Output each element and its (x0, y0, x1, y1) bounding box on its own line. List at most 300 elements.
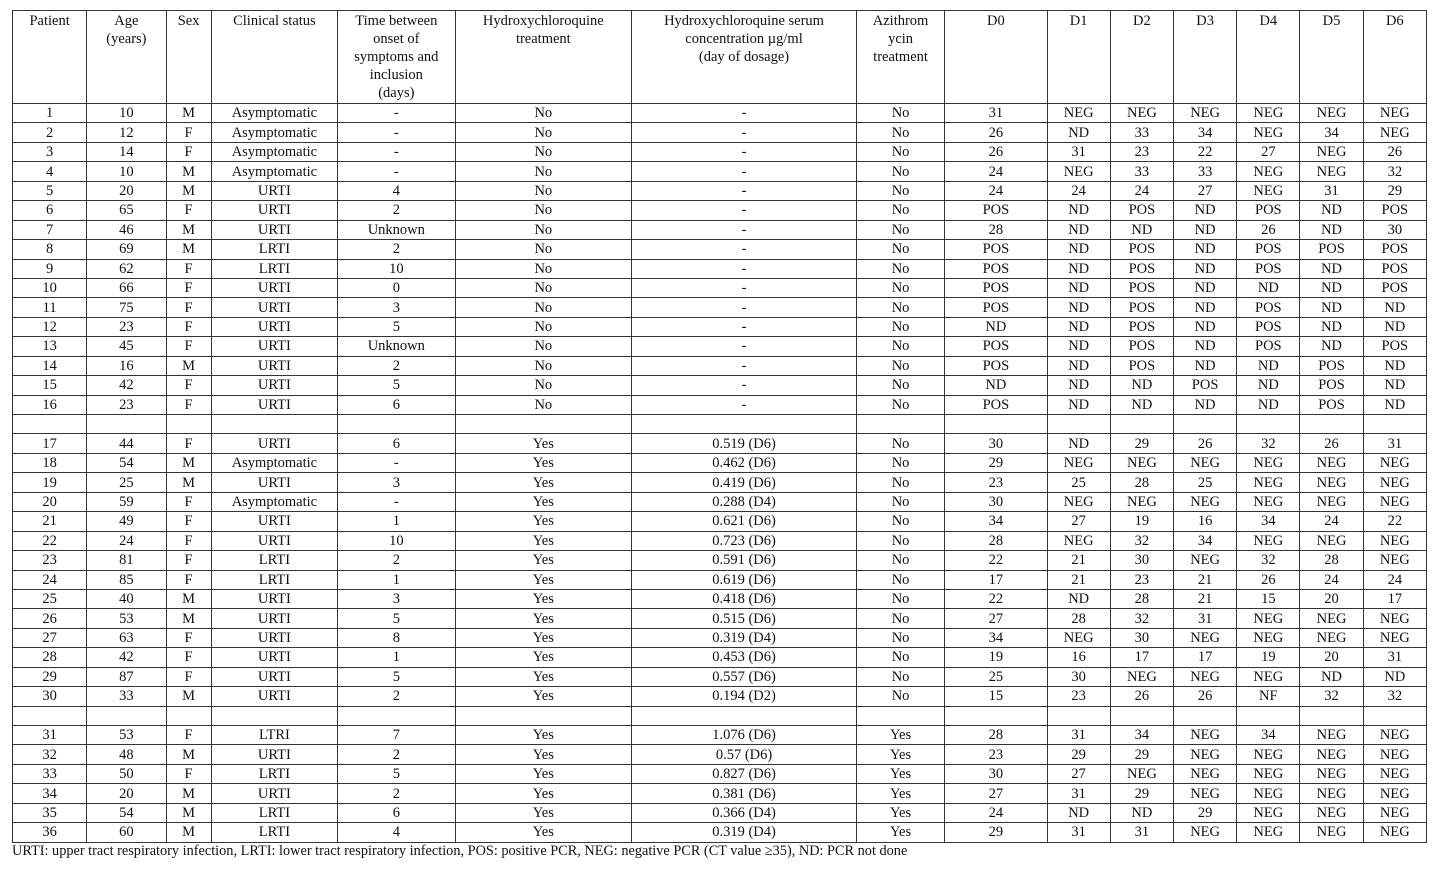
table-cell: M (166, 453, 211, 472)
table-cell: URTI (211, 784, 337, 803)
empty-cell (1237, 415, 1300, 434)
table-cell: M (166, 220, 211, 239)
table-cell: F (166, 123, 211, 142)
table-cell: NEG (1047, 531, 1110, 550)
empty-cell (455, 415, 632, 434)
table-cell: POS (945, 259, 1047, 278)
empty-cell (1300, 706, 1363, 725)
table-cell: Yes (455, 628, 632, 647)
table-cell: 62 (87, 259, 166, 278)
table-cell: 32 (1237, 551, 1300, 570)
table-cell: NEG (1300, 531, 1363, 550)
table-cell: Yes (455, 784, 632, 803)
table-cell: POS (1237, 298, 1300, 317)
table-cell: 1.076 (D6) (632, 726, 857, 745)
table-cell: ND (1110, 376, 1173, 395)
table-cell: No (856, 356, 944, 375)
column-header: Azithrom ycin treatment (856, 11, 944, 104)
table-cell: 19 (945, 648, 1047, 667)
table-cell: 8 (13, 240, 87, 259)
table-cell: 10 (338, 259, 455, 278)
table-cell: NEG (1363, 609, 1426, 628)
table-row (13, 259, 1427, 278)
table-cell: 0.381 (D6) (632, 784, 857, 803)
table-cell: 20 (87, 181, 166, 200)
table-cell: 24 (87, 531, 166, 550)
table-cell: ND (1363, 298, 1426, 317)
table-cell: ND (1047, 259, 1110, 278)
table-cell: ND (1047, 376, 1110, 395)
table-cell: Yes (455, 453, 632, 472)
table-cell: Yes (455, 687, 632, 706)
table-cell: No (856, 628, 944, 647)
table-cell: 0.418 (D6) (632, 589, 857, 608)
table-cell: NEG (1237, 453, 1300, 472)
table-cell: 5 (338, 764, 455, 783)
table-cell: ND (945, 376, 1047, 395)
table-cell: Yes (455, 823, 632, 842)
table-cell: 34 (945, 512, 1047, 531)
table-cell: NEG (1174, 453, 1237, 472)
table-cell: 0.194 (D2) (632, 687, 857, 706)
table-cell: NEG (1300, 628, 1363, 647)
table-cell: - (632, 162, 857, 181)
table-cell: POS (1110, 240, 1173, 259)
table-cell: NEG (1300, 726, 1363, 745)
table-cell: URTI (211, 473, 337, 492)
patient-table (12, 10, 1427, 843)
table-cell: POS (1110, 298, 1173, 317)
table-cell: 28 (1110, 589, 1173, 608)
table-row (13, 240, 1427, 259)
empty-cell (87, 415, 166, 434)
table-cell: 19 (13, 473, 87, 492)
table-cell: LRTI (211, 570, 337, 589)
table-cell: 25 (13, 589, 87, 608)
empty-cell (338, 706, 455, 725)
table-cell: ND (1047, 298, 1110, 317)
column-header: Hydroxychloroquine treatment (455, 11, 632, 104)
table-cell: 30 (1110, 551, 1173, 570)
table-row (13, 181, 1427, 200)
table-cell: 17 (1174, 648, 1237, 667)
table-cell: 26 (1110, 687, 1173, 706)
table-cell: ND (1174, 395, 1237, 414)
table-cell: No (455, 201, 632, 220)
table-row (13, 104, 1427, 123)
table-cell: NEG (1237, 609, 1300, 628)
table-cell: - (632, 337, 857, 356)
table-cell: F (166, 648, 211, 667)
table-cell: ND (1300, 337, 1363, 356)
table-cell: No (856, 551, 944, 570)
table-row (13, 201, 1427, 220)
table-row (13, 551, 1427, 570)
table-cell: NEG (1300, 142, 1363, 161)
table-cell: URTI (211, 745, 337, 764)
table-cell: LRTI (211, 551, 337, 570)
table-cell: 23 (945, 745, 1047, 764)
table-cell: Yes (455, 531, 632, 550)
table-cell: 29 (13, 667, 87, 686)
table-row (13, 745, 1427, 764)
table-cell: 0.288 (D4) (632, 492, 857, 511)
table-cell: No (856, 240, 944, 259)
table-cell: 24 (1363, 570, 1426, 589)
table-cell: 0.619 (D6) (632, 570, 857, 589)
table-cell: ND (1300, 278, 1363, 297)
table-cell: ND (1047, 201, 1110, 220)
table-cell: 32 (13, 745, 87, 764)
column-header: D6 (1363, 11, 1426, 104)
table-cell: NEG (1363, 823, 1426, 842)
table-cell: 28 (1110, 473, 1173, 492)
table-cell: 29 (1110, 784, 1173, 803)
column-header: D1 (1047, 11, 1110, 104)
table-cell: ND (1174, 356, 1237, 375)
table-row (13, 570, 1427, 589)
table-cell: 2 (338, 687, 455, 706)
table-cell: 0.723 (D6) (632, 531, 857, 550)
table-cell: 17 (945, 570, 1047, 589)
table-cell: 26 (945, 123, 1047, 142)
empty-cell (338, 415, 455, 434)
table-cell: POS (1110, 337, 1173, 356)
table-cell: F (166, 551, 211, 570)
table-cell: 29 (1110, 434, 1173, 453)
column-header: D4 (1237, 11, 1300, 104)
table-row (13, 376, 1427, 395)
table-cell: 49 (87, 512, 166, 531)
table-cell: Yes (455, 492, 632, 511)
table-cell: 8 (338, 628, 455, 647)
table-cell: 21 (1174, 570, 1237, 589)
table-cell: 54 (87, 803, 166, 822)
table-cell: NEG (1363, 531, 1426, 550)
table-cell: 0.419 (D6) (632, 473, 857, 492)
table-cell: ND (1174, 317, 1237, 336)
table-cell: NEG (1300, 492, 1363, 511)
table-cell: 0.557 (D6) (632, 667, 857, 686)
table-cell: Yes (856, 764, 944, 783)
empty-cell (1047, 415, 1110, 434)
empty-cell (1174, 415, 1237, 434)
table-cell: No (856, 434, 944, 453)
table-cell: 31 (1300, 181, 1363, 200)
table-cell: URTI (211, 220, 337, 239)
table-cell: URTI (211, 317, 337, 336)
table-cell: 27 (1174, 181, 1237, 200)
table-cell: 0.57 (D6) (632, 745, 857, 764)
empty-cell (856, 706, 944, 725)
table-cell: Asymptomatic (211, 492, 337, 511)
table-cell: ND (1237, 376, 1300, 395)
table-cell: - (632, 104, 857, 123)
empty-cell (1363, 706, 1426, 725)
table-cell: 2 (338, 240, 455, 259)
empty-cell (87, 706, 166, 725)
table-cell: No (455, 278, 632, 297)
table-cell: 17 (1363, 589, 1426, 608)
table-cell: F (166, 764, 211, 783)
table-cell: Yes (455, 745, 632, 764)
table-cell: POS (945, 337, 1047, 356)
table-cell: No (856, 298, 944, 317)
table-cell: F (166, 259, 211, 278)
table-cell: 27 (945, 609, 1047, 628)
table-cell: ND (1174, 259, 1237, 278)
column-header: Sex (166, 11, 211, 104)
table-cell: M (166, 104, 211, 123)
empty-cell (632, 706, 857, 725)
table-cell: POS (1237, 201, 1300, 220)
table-cell: 29 (1174, 803, 1237, 822)
table-cell: 4 (338, 181, 455, 200)
table-cell: ND (1300, 259, 1363, 278)
table-cell: NEG (1174, 764, 1237, 783)
table-row (13, 648, 1427, 667)
table-cell: - (632, 240, 857, 259)
table-cell: POS (1363, 278, 1426, 297)
table-cell: F (166, 395, 211, 414)
table-cell: 31 (1047, 784, 1110, 803)
table-cell: NEG (1237, 492, 1300, 511)
table-cell: 25 (1047, 473, 1110, 492)
table-cell: ND (1363, 356, 1426, 375)
table-cell: 50 (87, 764, 166, 783)
table-cell: No (856, 123, 944, 142)
table-cell: 30 (945, 492, 1047, 511)
table-cell: 66 (87, 278, 166, 297)
table-cell: 28 (945, 726, 1047, 745)
table-cell: NEG (1363, 551, 1426, 570)
table-cell: NEG (1300, 473, 1363, 492)
table-cell: - (338, 104, 455, 123)
table-cell: URTI (211, 512, 337, 531)
table-cell: ND (1300, 317, 1363, 336)
table-cell: No (856, 220, 944, 239)
table-cell: NEG (1237, 104, 1300, 123)
table-cell: Yes (856, 726, 944, 745)
table-cell: 32 (1237, 434, 1300, 453)
table-cell: POS (1237, 240, 1300, 259)
table-cell: 26 (945, 142, 1047, 161)
table-cell: ND (1300, 201, 1363, 220)
table-cell: 29 (1363, 181, 1426, 200)
table-cell: 0 (338, 278, 455, 297)
table-cell: 33 (1174, 162, 1237, 181)
column-header: Hydroxychloroquine serum concentration µg/ml (day of dosage) (632, 11, 857, 104)
table-cell: 11 (13, 298, 87, 317)
table-cell: Yes (856, 745, 944, 764)
table-cell: NEG (1047, 453, 1110, 472)
table-cell: Yes (455, 570, 632, 589)
table-cell: ND (1047, 803, 1110, 822)
empty-cell (1047, 706, 1110, 725)
table-cell: POS (1174, 376, 1237, 395)
table-cell: LTRI (211, 726, 337, 745)
empty-cell (1363, 415, 1426, 434)
table-cell: NEG (1237, 823, 1300, 842)
table-cell: NEG (1047, 162, 1110, 181)
table-cell: 9 (13, 259, 87, 278)
table-cell: URTI (211, 278, 337, 297)
table-cell: F (166, 278, 211, 297)
table-cell: 27 (13, 628, 87, 647)
table-cell: ND (1047, 356, 1110, 375)
table-cell: 16 (13, 395, 87, 414)
table-cell: URTI (211, 667, 337, 686)
table-row (13, 726, 1427, 745)
table-cell: POS (945, 240, 1047, 259)
empty-cell (1300, 415, 1363, 434)
table-cell: 30 (13, 687, 87, 706)
table-cell: 31 (1047, 726, 1110, 745)
table-cell: NEG (1237, 531, 1300, 550)
table-cell: ND (1047, 317, 1110, 336)
table-cell: ND (1174, 220, 1237, 239)
table-cell: NEG (1237, 473, 1300, 492)
table-cell: NEG (1363, 104, 1426, 123)
column-header: D2 (1110, 11, 1173, 104)
empty-cell (13, 706, 87, 725)
table-cell: 28 (945, 531, 1047, 550)
column-header: Clinical status (211, 11, 337, 104)
table-cell: 34 (945, 628, 1047, 647)
table-cell: 29 (945, 453, 1047, 472)
table-cell: 7 (13, 220, 87, 239)
table-cell: 26 (13, 609, 87, 628)
table-cell: No (856, 589, 944, 608)
table-cell: 13 (13, 337, 87, 356)
table-cell: NEG (1300, 784, 1363, 803)
table-cell: NEG (1363, 745, 1426, 764)
table-cell: ND (1047, 337, 1110, 356)
table-cell: 27 (1237, 142, 1300, 161)
table-cell: NEG (1237, 784, 1300, 803)
table-cell: LRTI (211, 240, 337, 259)
table-cell: NEG (1363, 453, 1426, 472)
table-cell: 30 (945, 434, 1047, 453)
table-cell: - (632, 220, 857, 239)
table-cell: NEG (1300, 764, 1363, 783)
table-cell: 0.462 (D6) (632, 453, 857, 472)
table-cell: POS (1363, 201, 1426, 220)
table-cell: 26 (1300, 434, 1363, 453)
table-cell: - (632, 278, 857, 297)
column-header: D3 (1174, 11, 1237, 104)
table-cell: 0.366 (D4) (632, 803, 857, 822)
table-cell: URTI (211, 531, 337, 550)
table-cell: POS (1300, 356, 1363, 375)
empty-cell (1174, 706, 1237, 725)
table-cell: 30 (945, 764, 1047, 783)
table-cell: 0.319 (D4) (632, 628, 857, 647)
table-cell: No (455, 104, 632, 123)
table-cell: 44 (87, 434, 166, 453)
table-cell: 26 (1363, 142, 1426, 161)
table-cell: 17 (13, 434, 87, 453)
table-cell: NEG (1363, 803, 1426, 822)
table-cell: No (455, 356, 632, 375)
table-cell: M (166, 745, 211, 764)
table-cell: 21 (13, 512, 87, 531)
table-cell: 12 (13, 317, 87, 336)
table-cell: No (455, 298, 632, 317)
table-cell: 26 (1237, 220, 1300, 239)
table-cell: No (856, 142, 944, 161)
table-cell: 24 (1300, 512, 1363, 531)
table-cell: 10 (338, 531, 455, 550)
table-cell: POS (1237, 337, 1300, 356)
table-cell: 23 (13, 551, 87, 570)
table-cell: Asymptomatic (211, 162, 337, 181)
table-cell: Yes (455, 473, 632, 492)
table-cell: 34 (1110, 726, 1173, 745)
table-cell: NEG (1300, 745, 1363, 764)
table-cell: 2 (338, 784, 455, 803)
table-cell: ND (1174, 278, 1237, 297)
table-cell: Yes (455, 512, 632, 531)
table-cell: 3 (338, 473, 455, 492)
table-cell: 25 (945, 667, 1047, 686)
table-cell: 42 (87, 376, 166, 395)
table-cell: 24 (945, 803, 1047, 822)
footnote: URTI: upper tract respiratory infection, LRTI: lower tract respiratory infection, POS: positive PCR, NEG: negative PCR (CT value ≥35), ND: PCR not done (12, 843, 908, 859)
table-cell: Yes (856, 784, 944, 803)
table-cell: POS (945, 278, 1047, 297)
table-cell: F (166, 726, 211, 745)
table-cell: F (166, 492, 211, 511)
table-cell: NF (1237, 687, 1300, 706)
table-cell: M (166, 823, 211, 842)
table-cell: 20 (1300, 648, 1363, 667)
table-cell: No (856, 181, 944, 200)
table-row (13, 531, 1427, 550)
table-cell: POS (1110, 259, 1173, 278)
column-header: Time between onset of symptoms and inclusion (days) (338, 11, 455, 104)
table-cell: 0.319 (D4) (632, 823, 857, 842)
table-cell: 20 (13, 492, 87, 511)
table-cell: POS (1110, 317, 1173, 336)
table-cell: M (166, 784, 211, 803)
table-cell: 17 (1110, 648, 1173, 667)
table-row (13, 473, 1427, 492)
table-row (13, 356, 1427, 375)
table-cell: No (856, 492, 944, 511)
table-cell: Asymptomatic (211, 142, 337, 161)
group-separator-row (13, 415, 1427, 434)
table-cell: F (166, 570, 211, 589)
table-cell: 24 (1110, 181, 1173, 200)
table-cell: No (455, 123, 632, 142)
table-cell: 59 (87, 492, 166, 511)
table-cell: NEG (1237, 667, 1300, 686)
table-cell: Yes (455, 589, 632, 608)
table-cell: 31 (1047, 823, 1110, 842)
table-cell: ND (1174, 201, 1237, 220)
empty-cell (632, 415, 857, 434)
table-cell: NEG (1300, 104, 1363, 123)
table-cell: 1 (338, 512, 455, 531)
empty-cell (945, 706, 1047, 725)
table-cell: No (856, 687, 944, 706)
table-cell: 21 (1174, 589, 1237, 608)
table-row (13, 784, 1427, 803)
table-cell: 46 (87, 220, 166, 239)
table-cell: 27 (945, 784, 1047, 803)
table-cell: 31 (1110, 823, 1173, 842)
